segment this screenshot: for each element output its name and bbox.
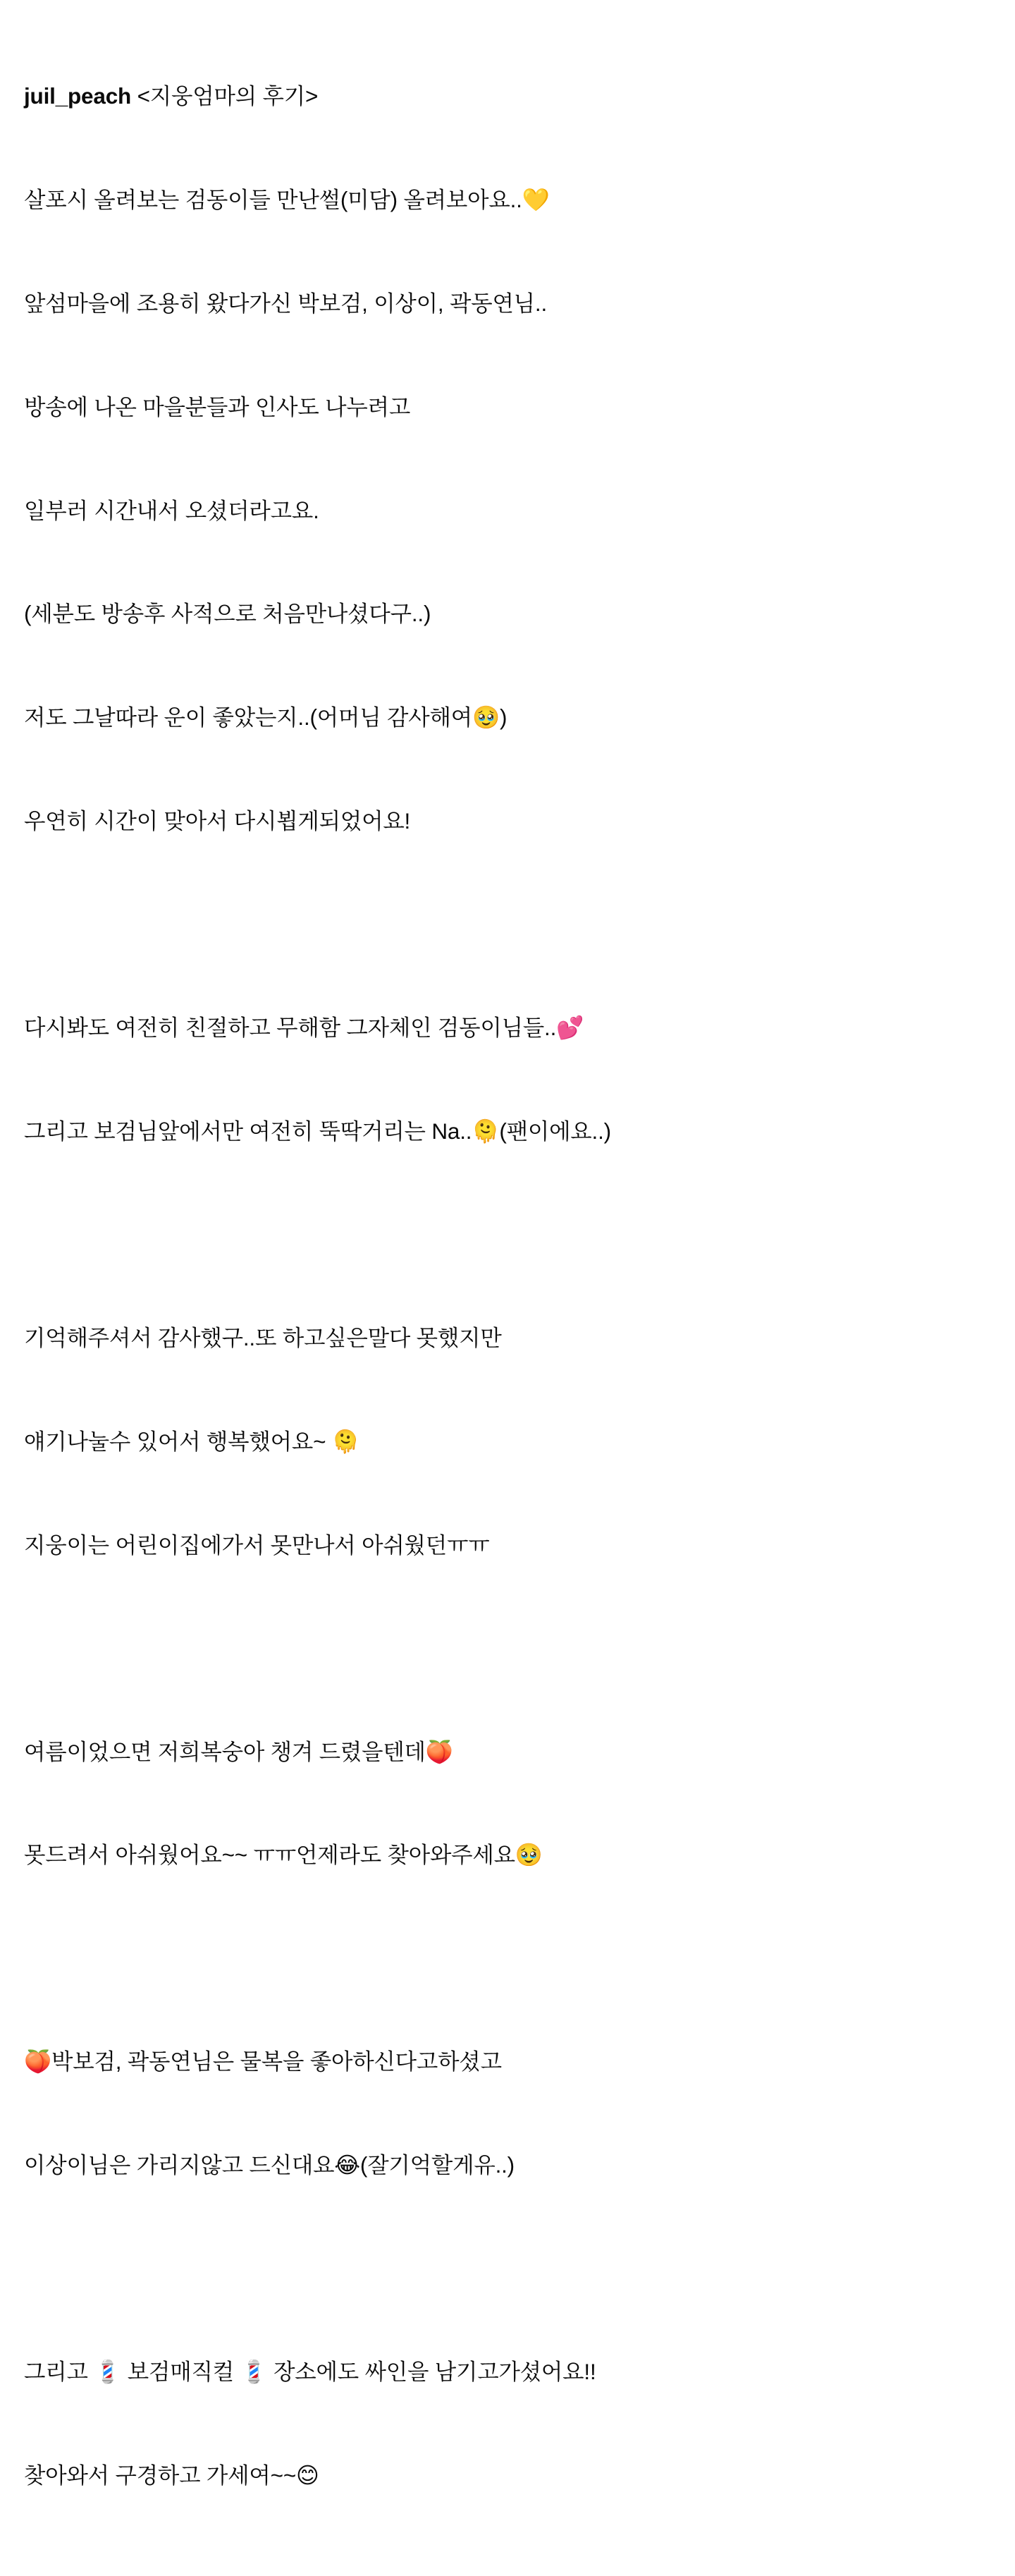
caption-line: 🍑박보검, 곽동연님은 물복을 좋아하신다고하셨고: [24, 2049, 502, 2075]
post-title: <지웅엄마의 후기>: [131, 83, 319, 109]
caption-line: 못드려서 아쉬웠어요~~ ㅠㅠ언제라도 찾아와주세요🥹: [24, 1842, 543, 1868]
caption-line: 그리고 💈 보검매직컬 💈 장소에도 싸인을 남기고가셨어요!!: [24, 2359, 596, 2385]
caption-line: 다시봐도 여전히 친절하고 무해함 그자체인 검동이님들..💕: [24, 1015, 584, 1041]
caption-blank-line: [24, 1632, 991, 1666]
caption-line: 이상이님은 가리지않고 드신대요😂(잘기억할게유..): [24, 2152, 515, 2178]
caption-line: 일부러 시간내서 오셨더라고요.: [24, 497, 319, 523]
caption-blank-line: [24, 908, 991, 941]
caption-line: 앞섬마을에 조용히 왔다가신 박보검, 이상이, 곽동연님..: [24, 290, 548, 316]
caption-line: 우연히 시간이 맞아서 다시뵙게되었어요!: [24, 808, 411, 834]
caption-blank-line: [24, 1218, 991, 1252]
caption-line: 지웅이는 어린이집에가서 못만나서 아쉬웠던ㅠㅠ: [24, 1532, 490, 1558]
caption-line: 찾아와서 구경하고 가세여~~😊: [24, 2462, 319, 2488]
caption-line: 저도 그날따라 운이 좋았는지..(어머님 감사해여🥹): [24, 704, 508, 731]
caption-line: 기억해주셔서 감사했구..또 하고싶은말다 못했지만: [24, 1324, 502, 1350]
caption-text: [24, 10, 991, 2562]
caption-blank-line: [24, 2252, 991, 2285]
caption-line: (세분도 방송후 사적으로 처음만나셨다구..): [24, 601, 431, 627]
caption-line: 방송에 나온 마을분들과 인사도 나누려고: [24, 393, 411, 420]
caption-line: 여름이었으면 저희복숭아 챙겨 드렸을텐데🍑: [24, 1738, 453, 1764]
caption-blank-line: [24, 1941, 991, 1975]
caption-line: 얘기나눌수 있어서 행복했어요~ 🫠: [24, 1428, 359, 1454]
caption-first-line: [24, 79, 991, 114]
caption-line: 살포시 올려보는 검동이들 만난썰(미담) 올려보아요..💛: [24, 186, 550, 212]
caption-line: 그리고 보검님앞에서만 여전히 뚝딱거리는 Na..🫠(팬이에요..): [24, 1118, 611, 1144]
username-label[interactable]: juil_peach: [24, 83, 132, 109]
